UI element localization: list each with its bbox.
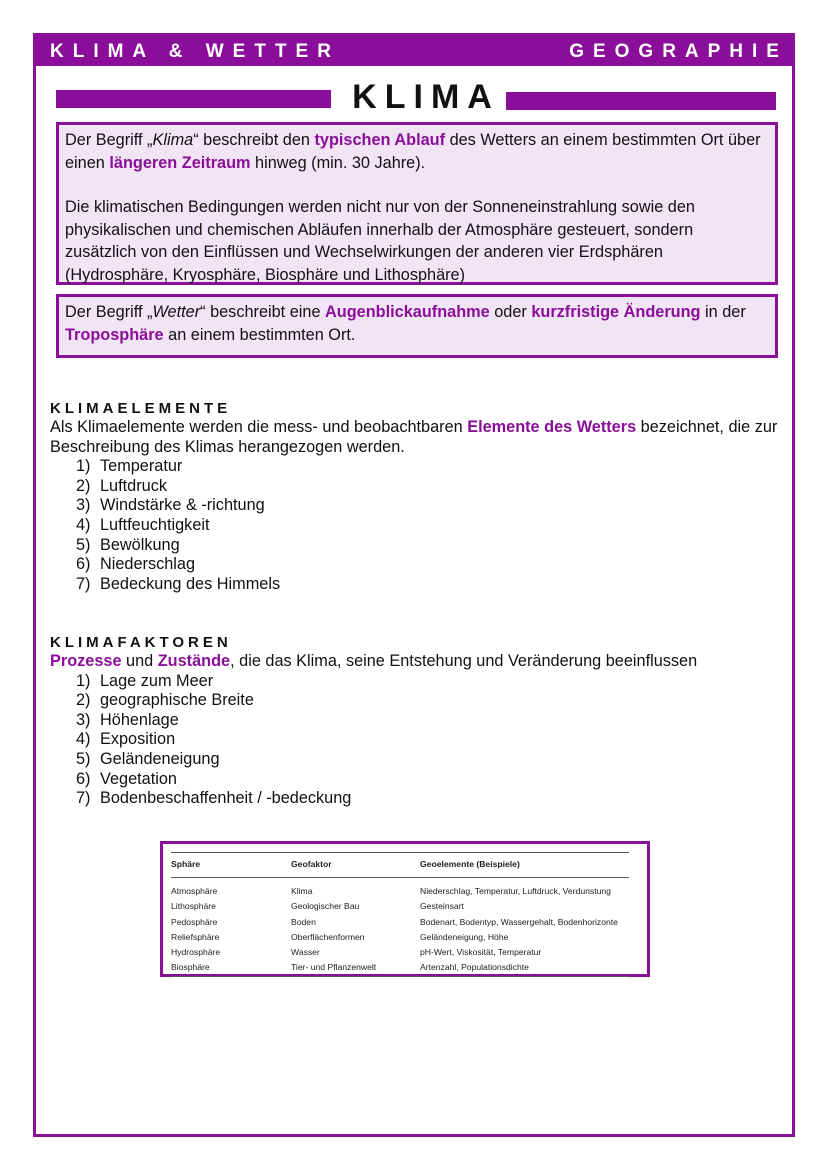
list-item [50, 730, 780, 750]
text-run: , die das Klima, seine Entstehung und Veränderung beeinflussen [230, 652, 698, 670]
list-item-text: Luftdruck [100, 476, 167, 495]
list-item-text: Temperatur [100, 457, 183, 476]
klimafaktoren-section [50, 633, 780, 809]
list-item-number: 7) [76, 789, 91, 808]
table-cell: Bodenart, Bodentyp, Wassergehalt, Bodenhorizonte [420, 916, 618, 927]
title-bar-left [56, 90, 331, 108]
table-cell: Pedosphäre [171, 916, 218, 927]
list-item-number: 4) [76, 730, 91, 749]
klimafaktoren-intro [50, 652, 780, 672]
list-item [50, 691, 780, 711]
highlight-term: längeren Zeitraum [109, 153, 251, 172]
table-cell: pH-Wert, Viskosität, Temperatur [420, 947, 542, 958]
header-topic: KLIMA & WETTER [50, 41, 340, 62]
table-cell: Biosphäre [171, 960, 291, 976]
list-item-text: Luftfeuchtigkeit [100, 515, 210, 534]
text-run: Der Begriff „ [65, 131, 153, 149]
column-header-geoelemente: Geoelemente (Beispiele) [420, 853, 629, 878]
page-title: KLIMA [352, 78, 500, 116]
page-frame [33, 33, 795, 1137]
table-cell: Wasser [291, 947, 320, 958]
table-row [171, 899, 629, 914]
table-cell: Oberflächenformen [291, 931, 365, 942]
highlight-term: Troposphäre [65, 325, 164, 344]
list-item-text: Windstärke & -richtung [100, 496, 265, 515]
list-item-number: 5) [76, 535, 91, 554]
wetter-definition-box [56, 294, 778, 358]
table-cell: Boden [291, 916, 316, 927]
list-item [50, 536, 780, 556]
text-run: hinweg (min. 30 Jahre). [250, 153, 426, 172]
text-run: “ beschreibt den [193, 131, 315, 149]
list-item [50, 711, 780, 731]
table-cell: Hydrosphäre [171, 947, 221, 958]
table-header-row [171, 853, 629, 878]
table-cell: Niederschlag, Temperatur, Luftdruck, Verdunstung [420, 886, 611, 896]
text-run: Wetter [152, 303, 201, 321]
list-item [50, 789, 780, 809]
list-item-text: Niederschlag [100, 555, 196, 574]
list-item-number: 7) [76, 574, 91, 593]
text-run: in der [700, 303, 746, 321]
table-cell: Reliefsphäre [171, 931, 220, 942]
list-item [50, 575, 780, 595]
list-item-number: 5) [76, 749, 91, 768]
text-run: “ beschreibt eine [200, 303, 326, 321]
list-item-text: geographische Breite [100, 691, 254, 710]
list-item [50, 750, 780, 770]
klimaelemente-intro [50, 418, 780, 457]
list-item-text: Vegetation [100, 769, 177, 788]
list-item [50, 770, 780, 790]
table-cell: Geologischer Bau [291, 901, 360, 912]
table-cell: Geländeneigung, Höhe [420, 931, 509, 942]
geofaktoren-table-box [160, 841, 650, 977]
text-run: oder [489, 303, 532, 321]
text-run: und [121, 652, 158, 670]
list-item-text: Bodenbeschaffenheit / -bedeckung [100, 789, 352, 808]
column-header-sphaere: Sphäre [171, 853, 291, 878]
section-heading-klimafaktoren: KLIMAFAKTOREN [50, 634, 232, 651]
highlight-term: Augenblickaufnahme [325, 303, 490, 321]
table-cell: Gesteinsart [420, 901, 464, 912]
text-run: Der Begriff „ [65, 303, 153, 321]
list-item-number: 3) [76, 496, 91, 515]
text-run: Als Klimaelemente werden die mess- und beobachtbaren [50, 418, 468, 436]
header-bar [36, 36, 792, 66]
klima-conditions: Die klimatischen Bedingungen werden nicht nur von der Sonneneinstrahlung sowie den physikalischen und chemischen Abläufen innerhalb der Atmosphäre gesteuert, sondern zusätzlich von den Einflüssen und Wechselwirkungen der anderen vier Erdsphären (Hydrosphäre, Kryosphäre, Biosphäre und Lithosphäre) [65, 198, 695, 284]
text-run: des Wetters an einem bestimmten Ort über einen [65, 131, 761, 172]
list-item-number: 2) [76, 476, 91, 495]
list-item-number: 1) [76, 457, 91, 476]
list-item-text: Geländeneigung [100, 749, 220, 768]
list-item [50, 477, 780, 497]
table-cell: Klima [291, 886, 313, 896]
table-cell: Tier- und Pflanzenwelt [291, 960, 420, 976]
table-cell: Artenzahl, Populationsdichte [420, 960, 629, 976]
list-item [50, 457, 780, 477]
list-item [50, 496, 780, 516]
highlight-term: Elemente des Wetters [467, 418, 637, 436]
list-item-text: Höhenlage [100, 710, 179, 729]
table-row [171, 930, 629, 945]
wetter-definition [65, 301, 769, 346]
klimaelemente-list [50, 457, 780, 594]
table-row [171, 945, 629, 960]
list-item-number: 3) [76, 710, 91, 729]
text-run: an einem bestimmten Ort. [163, 325, 356, 344]
table-row [171, 960, 629, 976]
list-item-number: 4) [76, 515, 91, 534]
geofaktoren-table [171, 852, 629, 977]
klima-definition [65, 129, 769, 174]
list-item [50, 516, 780, 536]
table-row [171, 878, 629, 900]
list-item [50, 555, 780, 575]
section-heading-klimaelemente: KLIMAELEMENTE [50, 400, 232, 417]
table-cell: Lithosphäre [171, 901, 216, 912]
list-item-text: Bedeckung des Himmels [100, 574, 281, 593]
list-item-text: Lage zum Meer [100, 671, 214, 690]
title-bar-right [506, 92, 776, 110]
list-item-number: 6) [76, 555, 91, 574]
text-run: Klima [152, 131, 194, 149]
column-header-geofaktor: Geofaktor [291, 853, 420, 878]
list-item-text: Bewölkung [100, 535, 180, 554]
table-cell: Atmosphäre [171, 886, 218, 896]
header-subject: GEOGRAPHIE [569, 41, 788, 62]
klimaelemente-section [50, 399, 780, 594]
list-item-number: 1) [76, 671, 91, 690]
highlight-term: Zustände [157, 652, 231, 670]
klimafaktoren-list [50, 672, 780, 809]
klima-definition-box [56, 122, 778, 285]
list-item-text: Exposition [100, 730, 176, 749]
text-run: bezeichnet, die zur Beschreibung des Klimas herangezogen werden. [50, 418, 778, 456]
highlight-term: Prozesse [50, 652, 122, 670]
highlight-term: kurzfristige Änderung [531, 303, 701, 321]
list-item [50, 672, 780, 692]
list-item-number: 2) [76, 691, 91, 710]
table-row [171, 915, 629, 930]
highlight-term: typischen Ablauf [314, 131, 446, 149]
list-item-number: 6) [76, 769, 91, 788]
